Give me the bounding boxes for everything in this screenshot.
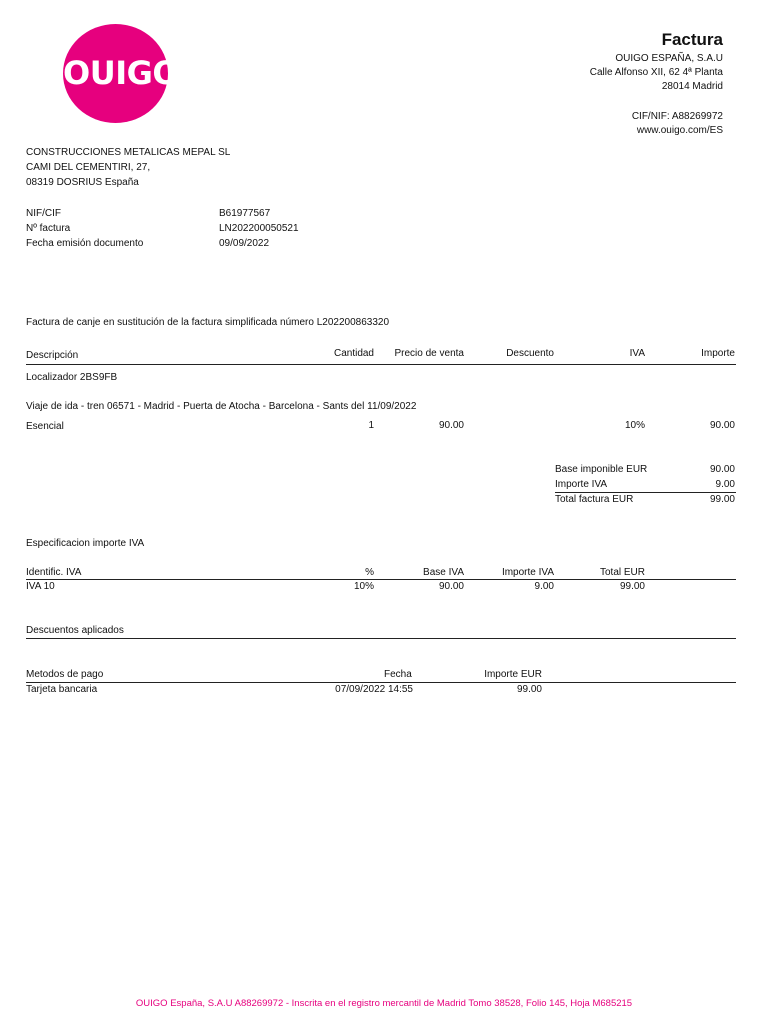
doc-info-value: B61977567 — [219, 208, 271, 219]
customer-address-2: 08319 DOSRIUS España — [26, 177, 139, 188]
payment-method: Tarjeta bancaria — [26, 684, 98, 695]
payment-amount: 99.00 — [516, 684, 542, 695]
item-amount: 90.00 — [709, 420, 735, 431]
iva-col-header: Total EUR — [599, 567, 645, 578]
discounts-title: Descuentos aplicados — [26, 625, 124, 636]
item-iva: 10% — [624, 420, 645, 431]
iva-cell: 90.00 — [438, 581, 464, 592]
iva-cell: 9.00 — [534, 581, 554, 592]
iva-col-header: Identific. IVA — [26, 567, 82, 578]
issuer-address-2: 28014 Madrid — [661, 81, 723, 92]
totals-value: 9.00 — [715, 479, 735, 490]
iva-cell: IVA 10 — [26, 581, 55, 592]
col-header-price: Precio de venta — [394, 348, 464, 359]
totals-label: Importe IVA — [555, 479, 608, 490]
doc-info-value: LN202200050521 — [219, 223, 299, 234]
payment-col-header: Importe EUR — [484, 669, 542, 680]
doc-info-label: Fecha emisión documento — [26, 238, 144, 249]
issuer-cif: CIF/NIF: A88269972 — [631, 111, 723, 122]
iva-divider — [26, 579, 736, 580]
iva-col-header: % — [365, 567, 374, 578]
iva-col-header: Importe IVA — [501, 567, 554, 578]
iva-spec-title: Especificacion importe IVA — [26, 538, 145, 549]
col-header-iva: IVA — [629, 348, 645, 359]
table-divider — [26, 364, 736, 365]
doc-info-label: NIF/CIF — [26, 208, 61, 219]
doc-info-label: Nº factura — [26, 223, 71, 234]
item-price: 90.00 — [438, 420, 464, 431]
totals-value: 90.00 — [709, 464, 735, 475]
legal-footer: OUIGO España, S.A.U A88269972 - Inscrita en el registro mercantil de Madrid Tomo 38528, Folio 145, Hoja M685215 — [135, 998, 633, 1009]
totals-label: Base imponible EUR — [555, 464, 648, 475]
totals-value: 99.00 — [709, 494, 735, 505]
invoice-description: Factura de canje en sustitución de la factura simplificada número L202200863320 — [26, 317, 390, 328]
col-header-description: Descripción — [26, 350, 79, 361]
item-quantity: 1 — [368, 420, 374, 431]
payment-date: 07/09/2022 14:55 — [335, 684, 413, 695]
issuer-company: OUIGO ESPAÑA, S.A.U — [615, 53, 723, 64]
discounts-divider — [26, 638, 736, 639]
item-description: Esencial — [26, 421, 64, 432]
totals-divider — [555, 492, 736, 493]
customer-name: CONSTRUCCIONES METALICAS MEPAL SL — [26, 147, 231, 158]
locator: Localizador 2BS9FB — [26, 372, 118, 383]
ouigo-logo — [63, 24, 180, 123]
payment-col-header: Fecha — [384, 669, 412, 680]
doc-info-value: 09/09/2022 — [219, 238, 270, 249]
issuer-website: www.ouigo.com/ES — [636, 125, 723, 136]
invoice-title: Factura — [661, 30, 723, 49]
customer-address-1: CAMI DEL CEMENTIRI, 27, — [26, 162, 151, 173]
iva-cell: 99.00 — [619, 581, 645, 592]
logo-text: OUIGO — [63, 54, 180, 92]
payment-divider — [26, 682, 736, 683]
totals-label: Total factura EUR — [555, 494, 634, 505]
trip-description: Viaje de ida - tren 06571 - Madrid - Puerta de Atocha - Barcelona - Sants del 11/09/2022 — [26, 401, 417, 412]
col-header-discount: Descuento — [506, 348, 554, 359]
issuer-address-1: Calle Alfonso XII, 62 4ª Planta — [589, 67, 723, 78]
col-header-quantity: Cantidad — [333, 348, 374, 359]
col-header-amount: Importe — [701, 348, 735, 359]
iva-cell: 10% — [353, 581, 374, 592]
payment-col-header: Metodos de pago — [26, 669, 104, 680]
iva-col-header: Base IVA — [423, 567, 464, 578]
